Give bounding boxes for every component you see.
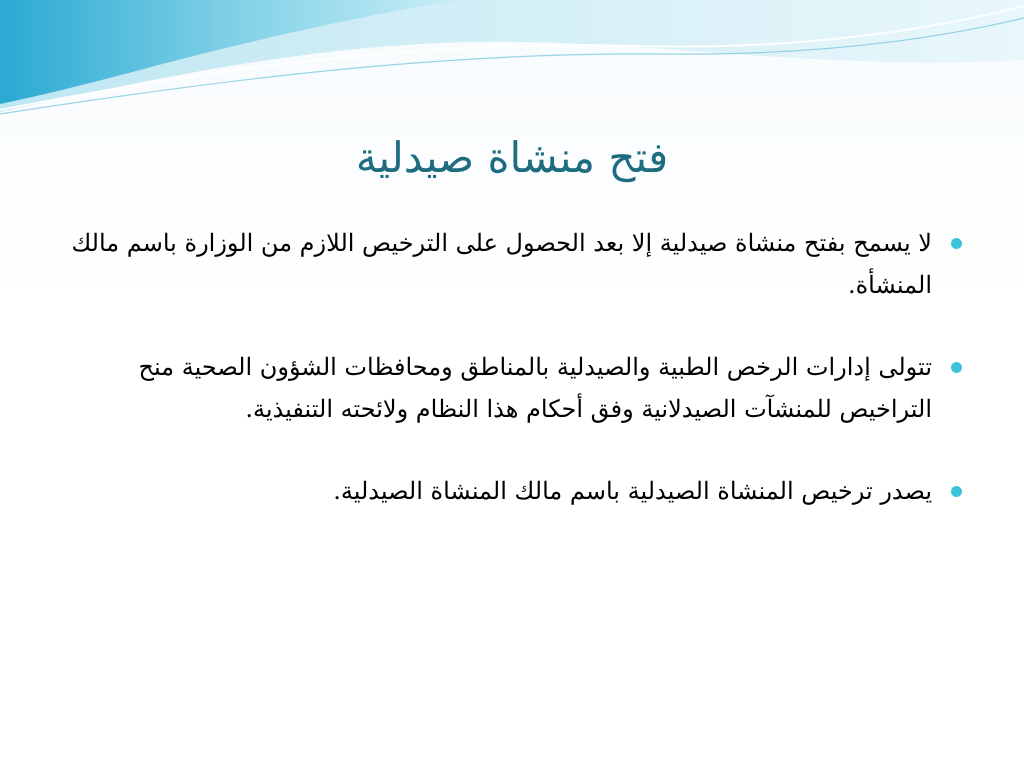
slide-title: فتح منشاة صيدلية	[355, 133, 669, 182]
bullet-dot-icon	[951, 238, 962, 249]
bullet-item-3	[60, 470, 962, 512]
bullet-text-2: تتولى إدارات الرخص الطبية والصيدلية بالمناطق ومحافظات الشؤون الصحية منح التراخيص للمنشآت الصيدلانية وفق أحكام هذا النظام ولائحته التنفيذية.	[138, 353, 932, 423]
bullet-item-2	[60, 346, 962, 430]
bullet-item-1	[60, 222, 962, 306]
header-wave-decoration	[0, 0, 1024, 130]
bullet-dot-icon	[951, 486, 962, 497]
bullet-text-1: لا يسمح بفتح منشاة صيدلية إلا بعد الحصول على الترخيص اللازم من الوزارة باسم مالك المنشأة.	[71, 229, 932, 299]
bullet-list	[60, 222, 962, 552]
bullet-text-3: يصدر ترخيص المنشاة الصيدلية باسم مالك المنشاة الصيدلية.	[333, 477, 932, 505]
bullet-dot-icon	[951, 362, 962, 373]
